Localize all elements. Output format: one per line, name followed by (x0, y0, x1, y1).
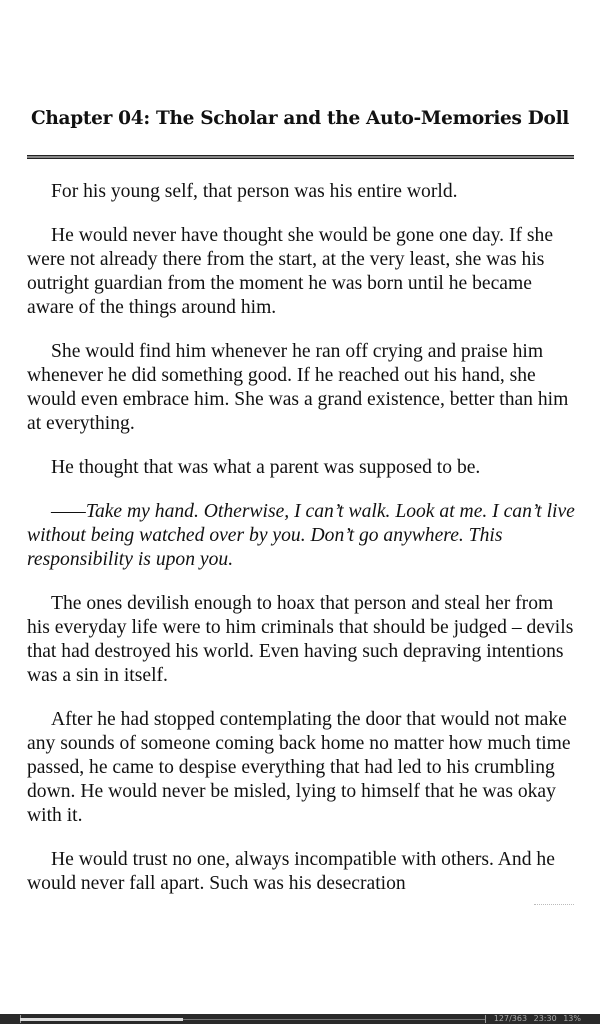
paragraph-6: The ones devilish enough to hoax that person and steal her from his everyday life were to him criminals that should be judged – devils that had destroyed his world. Even having such depraving intentions was a sin in itself. (27, 593, 574, 686)
status-readout (490, 1014, 581, 1024)
paragraph-3: She would find him whenever he ran off crying and praise him whenever he did something good. If he reached out his hand, she would even embrace him. She was a grand existence, better than him at everything. (27, 341, 569, 434)
paragraph-7: After he had stopped contemplating the door that would not make any sounds of someone coming back home no matter how much time passed, he came to despise everything that had led to his crumbling down. He would never be misled, lying to himself that he was okay with it. (27, 709, 571, 826)
clock-time: 23:30 (533, 1014, 557, 1023)
reading-progress-bar[interactable] (20, 1019, 485, 1020)
page-end-marker (534, 904, 574, 907)
page-indicator: 127/363 (493, 1014, 528, 1023)
paragraph-8: He would trust no one, always incompatible with others. And he would never fall apart. Such was his desecration (27, 849, 555, 894)
text-body (27, 180, 575, 916)
paragraph-5: ——Take my hand. Otherwise, I can’t walk. Look at me. I can’t live without being watched over by you. Don’t go anywhere. This responsibility is upon you. (27, 501, 575, 570)
reading-progress-fill (20, 1018, 183, 1021)
paragraph-1: For his young self, that person was his entire world. (51, 181, 458, 202)
title-divider (27, 155, 574, 159)
paragraph-2: He would never have thought she would be gone one day. If she were not already there from the start, at the very least, she was his outright guardian from the moment he was born until he became aware of the things around him. (27, 225, 554, 318)
progress-percent: 13% (563, 1014, 581, 1023)
progress-end-cap (485, 1015, 486, 1023)
paragraph-4: He thought that was what a parent was supposed to be. (51, 457, 481, 478)
chapter-title: Chapter 04: The Scholar and the Auto-Memories Doll (30, 108, 570, 129)
status-bar (0, 1014, 600, 1024)
